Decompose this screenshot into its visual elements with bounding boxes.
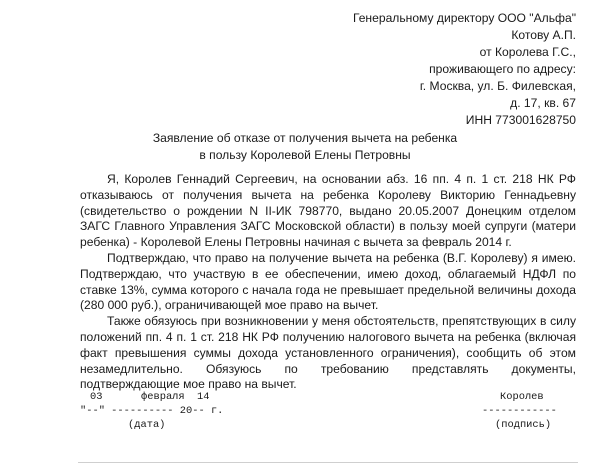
title-line-1: Заявление об отказе от получения вычета на ребенка	[152, 131, 458, 145]
signature-line: ------------	[482, 405, 557, 417]
paragraph: Я, Королев Геннадий Сергеевич, на основании абз. 16 пп. 4 п. 1 ст. 218 НК РФ отказываюсь от получения вычета на ребенка Королеву Викторию Геннадьевну (свидетельство о рождении N II-ИК 798770, выдано 20.05.2007 Донецким отделом ЗАГС Главного Управления ЗАГС Московской области) в пользу моей супруги (матери ребенка) - Королевой Елены Петровны начиная с вычета за февраль 2014 г.	[80, 172, 576, 250]
date-line: "--" ---------- 20-- г.	[80, 405, 224, 417]
date-day: 03	[90, 391, 103, 403]
addressee-block	[316, 10, 576, 129]
addressee-line: д. 17, кв. 67	[510, 96, 576, 110]
paragraph: Подтверждаю, что право на получение вычета на ребенка (В.Г. Королеву) я имею. Подтверждаю, что участвую в ее обеспечении, имею доход, облагаемый НДФЛ по ставке 13%, сумма которого с начала года не превышает предельной величины дохода (280 000 руб.), ограничивающей мое право на вычет.	[80, 250, 576, 313]
document-title	[0, 130, 610, 164]
addressee-line: проживающего по адресу:	[429, 62, 576, 76]
statement-body	[80, 172, 576, 393]
addressee-line: Генеральному директору ООО "Альфа"	[352, 11, 576, 25]
title-line-2: в пользу Королевой Елены Петровны	[199, 148, 411, 162]
addressee-line: ИНН 773001628750	[465, 113, 576, 127]
addressee-line: от Королева Г.С.,	[479, 45, 576, 59]
paragraph: Также обязуюсь при возникновении у меня обстоятельств, препятствующих в силу положений пп. 4 п. 1 ст. 218 НК РФ получению налогового вычета на ребенка (включая факт превышения суммы дохода установленного ограничения), сообщить об этом незамедлительно. Обязуюсь по требованию представлять документы, подтверждающие мое право на вычет.	[80, 314, 576, 392]
date-caption: (дата)	[128, 419, 166, 431]
signature-caption: (подпись)	[495, 419, 552, 431]
signer-name: Королев	[500, 391, 544, 403]
page-divider	[78, 462, 578, 463]
addressee-line: г. Москва, ул. Б. Филевская,	[419, 79, 576, 93]
date-year: 14	[197, 391, 210, 403]
addressee-line: Котову А.П.	[511, 28, 576, 42]
date-month: февраля	[141, 391, 185, 403]
